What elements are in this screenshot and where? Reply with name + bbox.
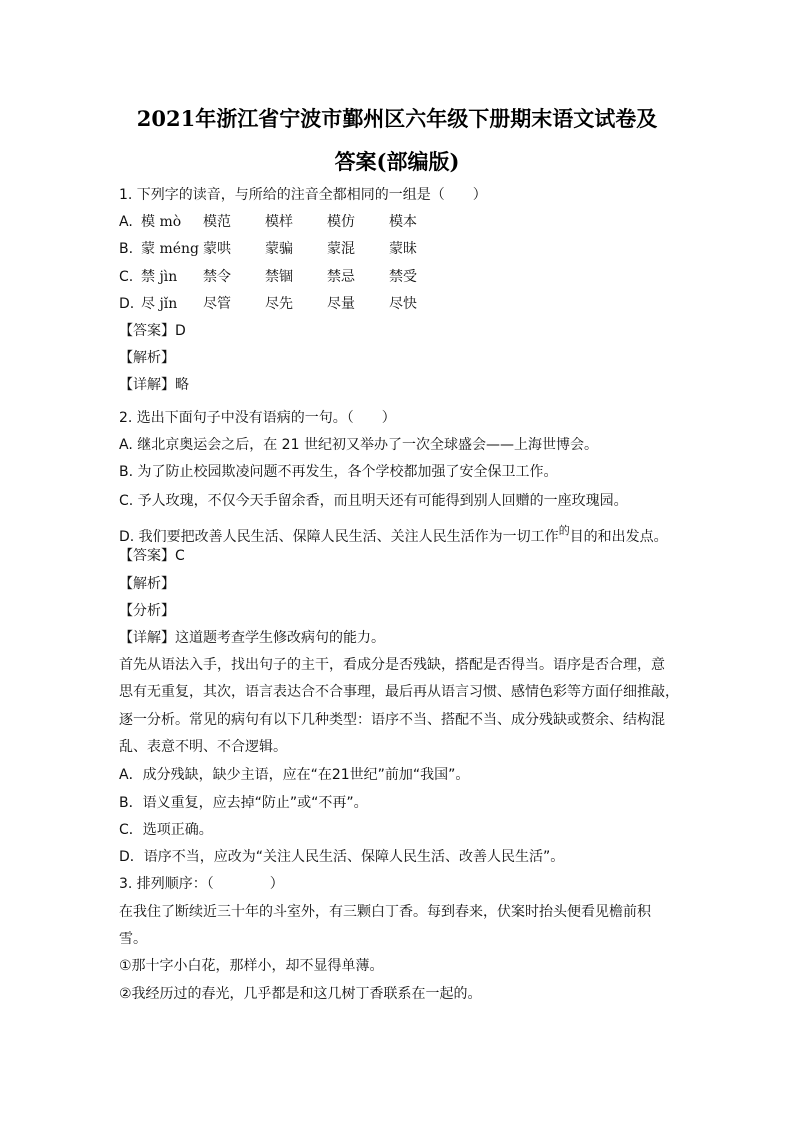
option-head-char: 模	[141, 214, 155, 230]
option-head-char: 尽	[141, 296, 155, 312]
option-word: 模仿	[327, 214, 355, 230]
q1-option-a	[119, 213, 451, 231]
q3-stem: 3. 排列顺序：（ ）	[119, 876, 284, 892]
q1-analysis: 【解析】	[119, 350, 175, 366]
option-word: 蒙骗	[265, 241, 293, 257]
q2-analysis: 【解析】	[119, 576, 175, 592]
q3-item-2: ②我经历过的春光，几乎都是和这几树丁香联系在一起的。	[119, 986, 482, 1002]
option-pinyin: mò	[159, 214, 182, 230]
option-word: 禁忌	[327, 269, 355, 285]
option-label: D.	[119, 296, 135, 312]
q2-stem: 2. 选出下面句子中没有语病的一句。（ ）	[119, 410, 396, 426]
option-word: 尽先	[265, 296, 293, 312]
option-word: 蒙混	[327, 241, 355, 257]
q2-answer: 【答案】C	[119, 548, 185, 564]
option-word: 尽量	[327, 296, 355, 312]
option-label: C.	[119, 269, 134, 285]
q2-option-d	[119, 522, 668, 546]
option-pinyin: méng	[159, 241, 199, 257]
option-label: B.	[119, 241, 134, 257]
q2-explanation-line: 首先从语法入手，找出句子的主干，看成分是否残缺，搭配是否得当。语序是否合理，意	[119, 657, 665, 673]
option-word: 尽快	[389, 296, 417, 312]
q1-answer: 【答案】D	[119, 323, 186, 339]
q2-option-b: B. 为了防止校园欺凌问题不再发生，各个学校都加强了安全保卫工作。	[119, 464, 558, 480]
q2-explanation-line: 逐一分析。常见的病句有以下几种类型：语序不当、搭配不当、成分残缺或赘余、结构混	[119, 712, 665, 728]
q2-explanation-line: 乱、表意不明、不合逻辑。	[119, 739, 287, 755]
q2-explanation-line: 思有无重复，其次，语言表达合不合事理，最后再从语言习惯、感情色彩等方面仔细推敲，	[119, 684, 679, 700]
q2-explain-d: D．语序不当，应改为“关注人民生活、保障人民生活、改善人民生活”。	[119, 849, 565, 865]
q2-option-d-text-end: 目的和出发点。	[569, 529, 668, 545]
option-head-char: 禁	[141, 269, 155, 285]
option-word: 禁受	[389, 269, 417, 285]
document-title-line-1: 2021年浙江省宁波市鄞州区六年级下册期末语文试卷及	[136, 106, 658, 131]
q3-intro-line: 在我住了断续近三十年的斗室外，有三颗白丁香。每到春来，伏案时抬头便看见檐前积	[119, 904, 651, 920]
option-word: 禁锢	[265, 269, 293, 285]
option-label: A.	[119, 214, 133, 230]
option-word: 禁令	[203, 269, 231, 285]
q2-option-a: A. 继北京奥运会之后，在 21 世纪初又举办了一次全球盛会——上海世博会。	[119, 437, 598, 453]
q2-option-d-text: D. 我们要把改善人民生活、保障人民生活、关注人民生活作为一切工作	[119, 529, 559, 545]
q2-explain-b: B．语义重复，应去掉“防止”或“不再”。	[119, 795, 368, 811]
option-word: 蒙哄	[203, 241, 231, 257]
option-word: 蒙昧	[389, 241, 417, 257]
option-head-char: 蒙	[141, 241, 155, 257]
option-pinyin: jǐn	[159, 296, 178, 312]
q1-option-d	[119, 295, 451, 313]
q1-option-b	[119, 240, 451, 258]
option-word: 模本	[389, 214, 417, 230]
q2-explain-a: A．成分残缺，缺少主语，应在“在21世纪”前加“我国”。	[119, 767, 470, 783]
q3-intro-line: 雪。	[119, 931, 147, 947]
option-word: 模范	[203, 214, 231, 230]
document-title-line-2: 答案(部编版)	[334, 149, 460, 174]
q2-option-d-superscript: 的	[558, 524, 570, 537]
q2-fenxi: 【分析】	[119, 603, 175, 619]
q1-stem: 1. 下列字的读音，与所给的注音全都相同的一组是（ ）	[119, 187, 487, 203]
option-pinyin: jìn	[159, 269, 178, 285]
q2-option-c: C. 予人玫瑰，不仅今天手留余香，而且明天还有可能得到别人回赠的一座玫瑰园。	[119, 493, 628, 509]
q3-item-1: ①那十字小白花，那样小，却不显得单薄。	[119, 958, 384, 974]
q2-detail: 【详解】这道题考查学生修改病句的能力。	[119, 630, 385, 646]
q2-explain-c: C．选项正确。	[119, 822, 213, 838]
q1-detail: 【详解】略	[119, 377, 189, 393]
q1-option-c	[119, 268, 451, 286]
option-word: 尽管	[203, 296, 231, 312]
option-word: 模样	[265, 214, 293, 230]
